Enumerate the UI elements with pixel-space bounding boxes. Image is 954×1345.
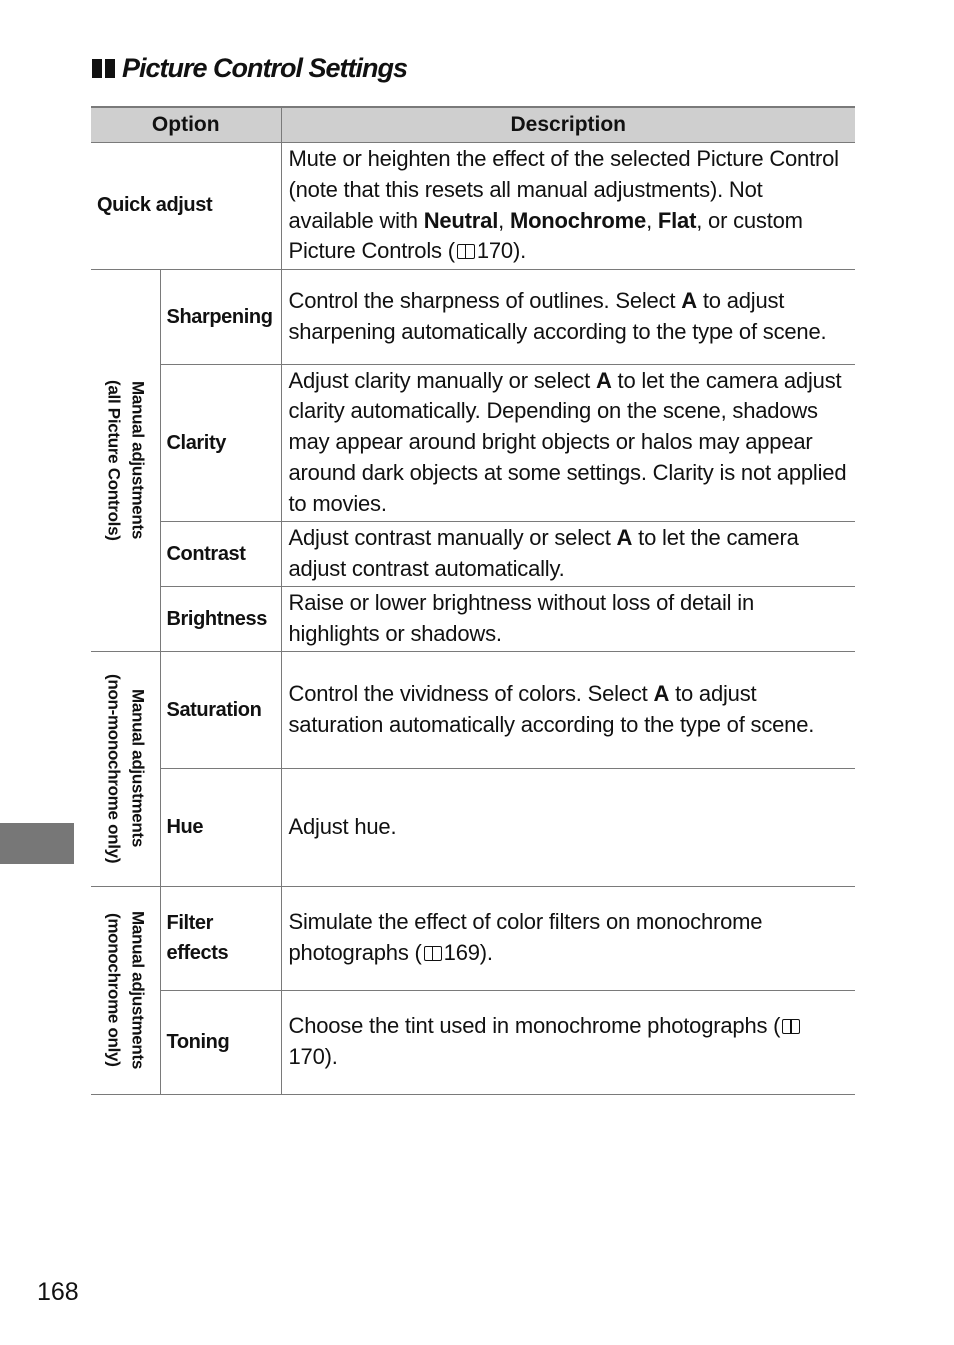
- description-hue: Adjust hue.: [281, 768, 855, 886]
- section-heading: [92, 50, 407, 86]
- description-text: Adjust clarity manually or select: [288, 367, 596, 393]
- description-clarity: [281, 364, 855, 521]
- group-label-line: Manual adjustments: [128, 689, 148, 848]
- group-label-monochrome-only: [91, 886, 160, 1094]
- chapter-side-tab: [0, 823, 74, 864]
- description-saturation: [281, 651, 855, 768]
- page-reference: 170: [476, 238, 513, 264]
- option-column-header: Option: [91, 107, 281, 142]
- description-text: to adjust saturation automatically according to the type of scene.: [288, 680, 815, 737]
- bold-monochrome: Monochrome: [509, 207, 647, 233]
- table-row-clarity: [91, 364, 855, 521]
- option-sharpening: Sharpening: [160, 269, 281, 364]
- bold-auto-setting: A: [595, 367, 612, 393]
- description-text: to let the camera adjust clarity automatically. Depending on the scene, shadows may appear around bright objects or halos may appear around dark objects at some settings. Clarity is not applied to movies.: [288, 367, 847, 516]
- table-row-quick-adjust: [91, 142, 855, 269]
- description-brightness: Raise or lower brightness without loss of detail in highlights or shadows.: [281, 586, 855, 651]
- page-reference-icon: [457, 244, 475, 259]
- description-sharpening: [281, 269, 855, 364]
- group-label-line: (non-monochrome only): [104, 673, 124, 864]
- bold-flat: Flat: [657, 207, 697, 233]
- option-saturation: Saturation: [160, 651, 281, 768]
- picture-control-settings-table: [91, 106, 855, 1095]
- option-filter-effects: [160, 886, 281, 990]
- group-label-line: (monochrome only): [104, 913, 124, 1067]
- description-contrast: [281, 521, 855, 586]
- table-row-saturation: [91, 651, 855, 768]
- option-brightness: Brightness: [160, 586, 281, 651]
- bold-auto-setting: A: [681, 287, 697, 313]
- option-clarity: Clarity: [160, 364, 281, 521]
- group-label-line: Manual adjustments: [128, 380, 148, 540]
- group-label-non-monochrome-only: [91, 651, 160, 886]
- table-row-hue: [91, 768, 855, 886]
- page-number: 168: [37, 1278, 79, 1306]
- option-label-line: Filter: [166, 912, 213, 934]
- page-reference-icon: [782, 1019, 800, 1034]
- section-marker-icon: [92, 59, 115, 78]
- description-text: Control the sharpness of outlines. Select: [288, 287, 682, 313]
- description-text: ).: [512, 238, 526, 264]
- description-filter-effects: [281, 886, 855, 990]
- option-contrast: Contrast: [160, 521, 281, 586]
- description-text: ,: [498, 207, 510, 233]
- description-text: ).: [324, 1044, 338, 1069]
- table-row-filter-effects: [91, 886, 855, 990]
- bold-neutral: Neutral: [423, 207, 499, 233]
- description-toning: [281, 990, 855, 1094]
- option-hue: Hue: [160, 768, 281, 886]
- page-reference-icon: [424, 946, 442, 961]
- description-text: Choose the tint used in monochrome photographs (: [288, 1013, 781, 1039]
- description-text: to let the camera adjust contrast automatically.: [288, 524, 799, 581]
- group-label-line: (all Picture Controls): [104, 379, 124, 541]
- group-label-line: Manual adjustments: [128, 910, 148, 1070]
- table-row-sharpening: [91, 269, 855, 364]
- description-text: Simulate the effect of color filters on monochrome photographs (: [288, 909, 763, 965]
- description-quick-adjust: [281, 142, 855, 269]
- table-row-toning: [91, 990, 855, 1094]
- table-header-row: [91, 107, 855, 142]
- section-title: Picture Control Settings: [122, 52, 408, 83]
- description-text: ).: [479, 940, 493, 965]
- option-quick-adjust: Quick adjust: [91, 142, 281, 269]
- description-text: Adjust contrast manually or select: [288, 524, 617, 550]
- description-text: Control the vividness of colors. Select: [288, 680, 654, 706]
- table-row-brightness: [91, 586, 855, 651]
- page-reference: 169: [443, 940, 480, 965]
- description-text: , or custom Picture Controls (: [288, 207, 803, 264]
- option-toning: Toning: [160, 990, 281, 1094]
- description-column-header: Description: [281, 107, 855, 142]
- bold-auto-setting: A: [653, 680, 670, 706]
- bold-auto-setting: A: [616, 524, 633, 550]
- page-reference: 170: [288, 1044, 325, 1069]
- description-text: ,: [646, 207, 658, 233]
- description-text: Mute or heighten the effect of the selected Picture Control (note that this resets all manual adjustments). Not available with: [288, 146, 839, 233]
- option-label-line: effects: [166, 942, 229, 964]
- table-row-contrast: [91, 521, 855, 586]
- group-label-all-picture-controls: [91, 269, 160, 651]
- description-text: to adjust sharpening automatically according to the type of scene.: [288, 287, 827, 344]
